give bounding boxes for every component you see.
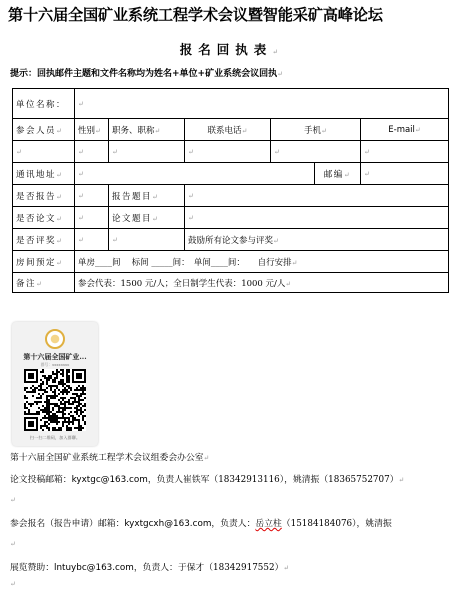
table-row (13, 185, 449, 207)
gender-header: 性别↵ (75, 119, 109, 141)
report-field[interactable]: ↵ (75, 185, 109, 207)
address-field[interactable]: ↵ (75, 163, 315, 185)
paragraph-mark: ↵ (10, 496, 16, 504)
report-title-label: 报告题目↵ (109, 185, 185, 207)
email-header: E-mail↵ (361, 119, 449, 141)
paper-title-field[interactable]: ↵ (185, 207, 449, 229)
remark-label: 备注↵ (13, 273, 75, 293)
paragraph-mark: ↵ (10, 540, 16, 548)
phone-header: 联系电话↵ (185, 119, 271, 141)
email-field[interactable]: ↵ (361, 141, 449, 163)
table-row (13, 229, 449, 251)
exhibition-contact: 展览赞助：lntuybc@163.com，负责人：于保才（18342917552）↵ (10, 563, 290, 573)
report-label: 是否报告↵ (13, 185, 75, 207)
unit-name-label: 单位名称： (13, 89, 75, 119)
registration-email-link[interactable]: kyxtgcxh@163.com (124, 519, 212, 529)
form-subtitle: 报名回执表↵ (179, 42, 285, 57)
mobile-field[interactable]: ↵ (271, 141, 361, 163)
award-label: 是否评奖↵ (13, 229, 75, 251)
award-field[interactable]: ↵ (75, 229, 109, 251)
submission-email-link[interactable]: kyxtgc@163.com (71, 475, 148, 485)
mobile-header: 手机↵ (271, 119, 361, 141)
table-row (13, 207, 449, 229)
unit-name-field[interactable]: ↵ (75, 89, 449, 119)
group-name: 第十六届全国矿业... (23, 352, 87, 361)
paper-title-label: 论文题目↵ (109, 207, 185, 229)
paper-label: 是否论文↵ (13, 207, 75, 229)
table-row (13, 163, 449, 185)
registration-form-table (12, 88, 449, 293)
room-options-field[interactable]: 单房____间 标间 _____间： 单间____间： 自行安排↵ (75, 251, 449, 273)
participant-label: 参会人员↵ (13, 119, 75, 141)
position-header: 职务、职称↵ (109, 119, 185, 141)
group-logo-icon (45, 329, 65, 349)
qr-scan-hint: 扫一扫二维码，加入群聊。 (29, 435, 81, 440)
table-row (13, 251, 449, 273)
postcode-label: 邮编↵ (315, 163, 361, 185)
phone-field[interactable]: ↵ (185, 141, 271, 163)
registration-contact: 参会报名（报告申请）邮箱：kyxtgcxh@163.com，负责人：岳立柱（15184184076），姚清振 (10, 519, 392, 529)
submission-note: 提示：回执邮件主题和文件名称均为姓名+单位+矿业系统会议回执↵ (10, 69, 283, 79)
group-qr-card[interactable] (12, 322, 98, 446)
submission-contact: 论文投稿邮箱：kyxtgc@163.com，负责人崔铁军（18342913116），姚清振（18365752707）↵ (10, 475, 405, 485)
participant-name-field[interactable]: ↵ (13, 141, 75, 163)
paragraph-mark: ↵ (10, 580, 16, 588)
table-row (13, 119, 449, 141)
paper-field[interactable]: ↵ (75, 207, 109, 229)
gender-field[interactable]: ↵ (75, 141, 109, 163)
qr-code-icon (24, 369, 86, 431)
group-number: 群号：xxxxxxxx (40, 362, 70, 367)
award-note: 鼓励所有论文参与评奖↵ (185, 229, 449, 251)
address-label: 通讯地址↵ (13, 163, 75, 185)
table-row (13, 141, 449, 163)
fee-remark: 参会代表：1500 元/人；全日制学生代表：1000 元/人↵ (75, 273, 449, 293)
table-row (13, 89, 449, 119)
room-label: 房间预定↵ (13, 251, 75, 273)
report-title-field[interactable]: ↵ (185, 185, 449, 207)
organizer-office: 第十六届全国矿业系统工程学术会议组委会办公室↵ (10, 453, 210, 463)
document-title: 第十六届全国矿业系统工程学术会议暨智能采矿高峰论坛 (8, 6, 383, 24)
award-blank-field[interactable]: ↵ (109, 229, 185, 251)
table-row (13, 273, 449, 293)
exhibition-email-link[interactable]: lntuybc@163.com (54, 563, 134, 573)
postcode-field[interactable]: ↵ (361, 163, 449, 185)
position-field[interactable]: ↵ (109, 141, 185, 163)
